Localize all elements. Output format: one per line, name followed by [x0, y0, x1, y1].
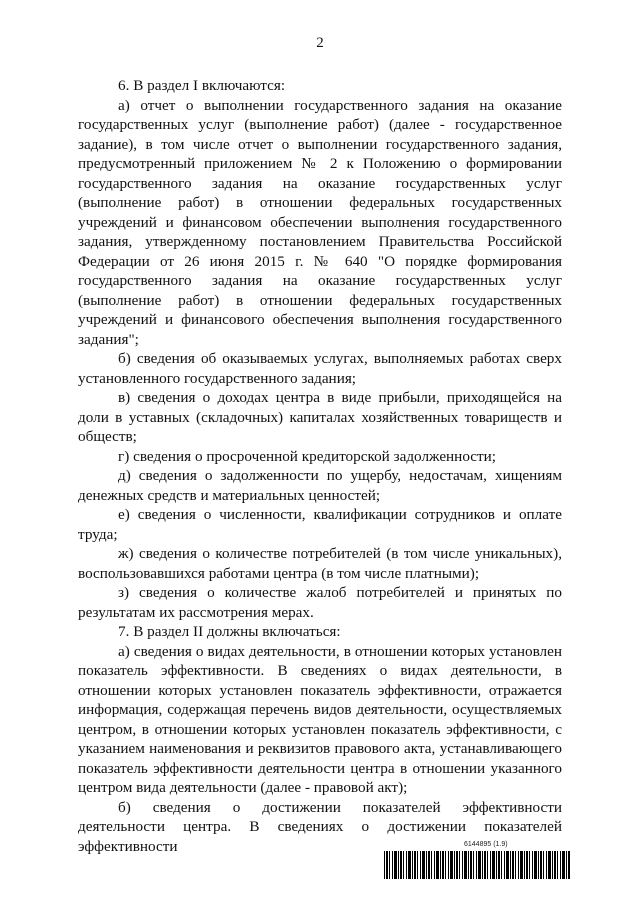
paragraph-6g: г) сведения о просроченной кредиторской задолженности;	[118, 447, 497, 465]
barcode-code: 6144895 (1.9)	[464, 841, 508, 848]
paragraph-6b: б) сведения об оказываемых услугах, выполняемых работах сверх установленного государственного задания;	[78, 350, 562, 387]
paragraph-6d: д) сведения о задолженности по ущербу, недостачам, хищениям денежных средств и материальных ценностей;	[78, 467, 562, 504]
paragraph-6a: а) отчет о выполнении государственного задания на оказание государственных услуг (выполнение работ) (далее - государственное задание), в том числе отчет о выполнении государственного задания, предусмотренный приложением № 2 к Положению о формировании государственного задания на оказание государственных услуг (выполнение работ) в отношении федеральных государственных учреждений и финансовом обеспечении выполнения государственного задания, утвержденному постановлением Правительства Российской Федерации от 26 июня 2015 г. № 640 "О порядке формирования государственного задания на оказание государственных услуг (выполнение работ) в отношении федеральных государственных учреждений и финансового обеспечения выполнения государственного задания";	[78, 96, 562, 348]
paragraph-7b: б) сведения о достижении показателей эффективности деятельности центра. В сведениях о достижении показателей эффективности	[78, 798, 562, 855]
paragraph-6z: з) сведения о количестве жалоб потребителей и принятых по результатам их рассмотрения мерах.	[78, 584, 562, 621]
paragraph-6v: в) сведения о доходах центра в виде прибыли, приходящейся на доли в уставных (складочных) капиталах хозяйственных товариществ и обществ;	[78, 389, 562, 445]
document-body	[78, 76, 562, 856]
barcode-icon	[384, 851, 570, 879]
paragraph-6: 6. В раздел I включаются:	[118, 77, 286, 94]
paragraph-6e: е) сведения о численности, квалификации сотрудников и оплате труда;	[78, 506, 562, 543]
paragraph-6zh: ж) сведения о количестве потребителей (в том числе уникальных), воспользовавшихся работами центра (в том числе платными);	[78, 545, 562, 582]
paragraph-7: 7. В раздел II должны включаться:	[118, 623, 341, 640]
paragraph-7a: а) сведения о видах деятельности, в отношении которых установлен показатель эффективности. В сведениях о видах деятельности, в отношении которых установлен показатель эффективности, отражается информация, содержащая перечень видов деятельности, осуществляемых центром, в отношении которых установлен показатель эффективности, с указанием наименования и реквизитов правового акта, устанавливающего показатель эффективности деятельности центра в отношении указанного центром вида деятельности (далее - правовой акт);	[78, 642, 562, 796]
barcode-block	[384, 841, 570, 881]
page-number: 2	[316, 35, 324, 51]
